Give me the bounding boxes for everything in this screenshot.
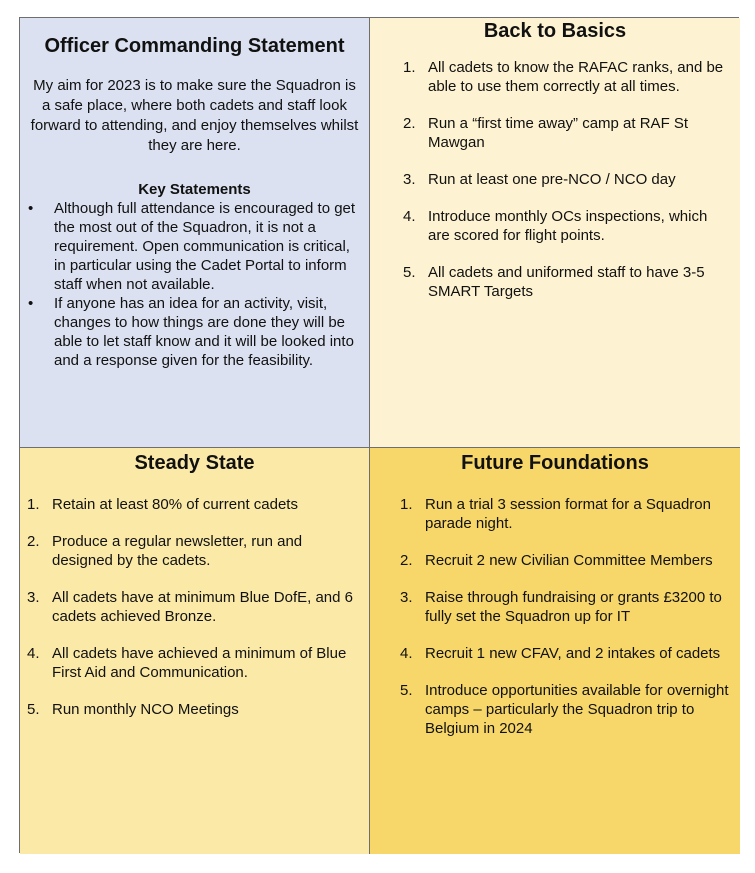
list-item-text: Recruit 1 new CFAV, and 2 intakes of cadets: [425, 645, 721, 662]
panel-title-oc: Officer Commanding Statement: [44, 35, 345, 57]
future-foundations-panel: [370, 448, 740, 854]
future-list: [370, 495, 740, 738]
list-item: [370, 114, 740, 152]
key-statements-list: [20, 199, 369, 370]
item-number: 1.: [27, 496, 40, 513]
list-item-text: All cadets have at minimum Blue DofE, and 6 cadets achieved Bronze.: [52, 589, 353, 625]
list-item-text: Introduce opportunities available for overnight camps – particularly the Squadron trip to Belgium in 2024: [425, 682, 729, 737]
list-item-text: Run a “first time away” camp at RAF St Mawgan: [428, 115, 689, 151]
item-number: 1.: [400, 496, 413, 513]
list-item: [20, 495, 369, 514]
item-number: 4.: [400, 645, 413, 662]
list-item-text: Recruit 2 new Civilian Committee Members: [425, 552, 713, 569]
list-item-text: Raise through fundraising or grants £3200 to fully set the Squadron up for IT: [425, 589, 722, 625]
back-to-basics-panel: [370, 18, 740, 448]
list-item: [20, 532, 369, 570]
list-item-text: Run monthly NCO Meetings: [52, 701, 239, 718]
list-item: [20, 700, 369, 719]
list-item-text: Produce a regular newsletter, run and designed by the cadets.: [52, 533, 303, 569]
list-item: [20, 588, 369, 626]
item-number: 3.: [400, 589, 413, 606]
list-item: [20, 294, 369, 370]
list-item: [370, 495, 740, 533]
item-number: 4.: [403, 208, 416, 225]
list-item-text: Retain at least 80% of current cadets: [52, 496, 298, 513]
bullet-icon: •: [28, 200, 34, 217]
list-item: [370, 207, 740, 245]
item-number: 1.: [403, 59, 416, 76]
list-item-text: All cadets to know the RAFAC ranks, and be able to use them correctly at all times.: [428, 59, 724, 95]
bullet-icon: •: [28, 295, 34, 312]
list-item: [370, 588, 740, 626]
item-number: 5.: [400, 682, 413, 699]
basics-list: [370, 58, 740, 301]
list-item: [20, 644, 369, 682]
item-number: 5.: [27, 701, 40, 718]
item-number: 3.: [403, 171, 416, 188]
item-number: 5.: [403, 264, 416, 281]
oc-aim-text: My aim for 2023 is to make sure the Squadron is a safe place, where both cadets and staff look forward to attending, and enjoy themselves whilst they are here.: [30, 77, 359, 154]
key-statements-heading: Key Statements: [138, 181, 251, 198]
list-item: [20, 199, 369, 294]
item-number: 2.: [27, 533, 40, 550]
item-number: 4.: [27, 645, 40, 662]
list-item: [370, 58, 740, 96]
plan-grid: [19, 17, 739, 853]
list-item: [370, 551, 740, 570]
list-item-text: Introduce monthly OCs inspections, which are scored for flight points.: [428, 208, 708, 244]
steady-state-panel: [20, 448, 370, 854]
list-item: [370, 681, 740, 738]
item-number: 3.: [27, 589, 40, 606]
panel-title-steady: Steady State: [134, 452, 255, 474]
list-item-text: All cadets have achieved a minimum of Blue First Aid and Communication.: [52, 645, 347, 681]
list-item-text: If anyone has an idea for an activity, visit, changes to how things are done they will be able to let staff know and it will be looked into and a response given for the feasibility.: [54, 295, 354, 369]
list-item-text: Run a trial 3 session format for a Squadron parade night.: [425, 496, 711, 532]
list-item-text: Although full attendance is encouraged to get the most out of the Squadron, it is not a requirement. Open communication is critical, in particular using the Cadet Portal to inform staff when not available.: [54, 200, 356, 293]
item-number: 2.: [400, 552, 413, 569]
list-item-text: All cadets and uniformed staff to have 3-5 SMART Targets: [428, 264, 705, 300]
officer-commanding-panel: [20, 18, 370, 448]
panel-title-future: Future Foundations: [461, 452, 649, 474]
list-item-text: Run at least one pre-NCO / NCO day: [428, 171, 676, 188]
steady-list: [20, 495, 369, 719]
list-item: [370, 263, 740, 301]
panel-title-basics: Back to Basics: [483, 20, 627, 42]
item-number: 2.: [403, 115, 416, 132]
list-item: [370, 644, 740, 663]
list-item: [370, 170, 740, 189]
